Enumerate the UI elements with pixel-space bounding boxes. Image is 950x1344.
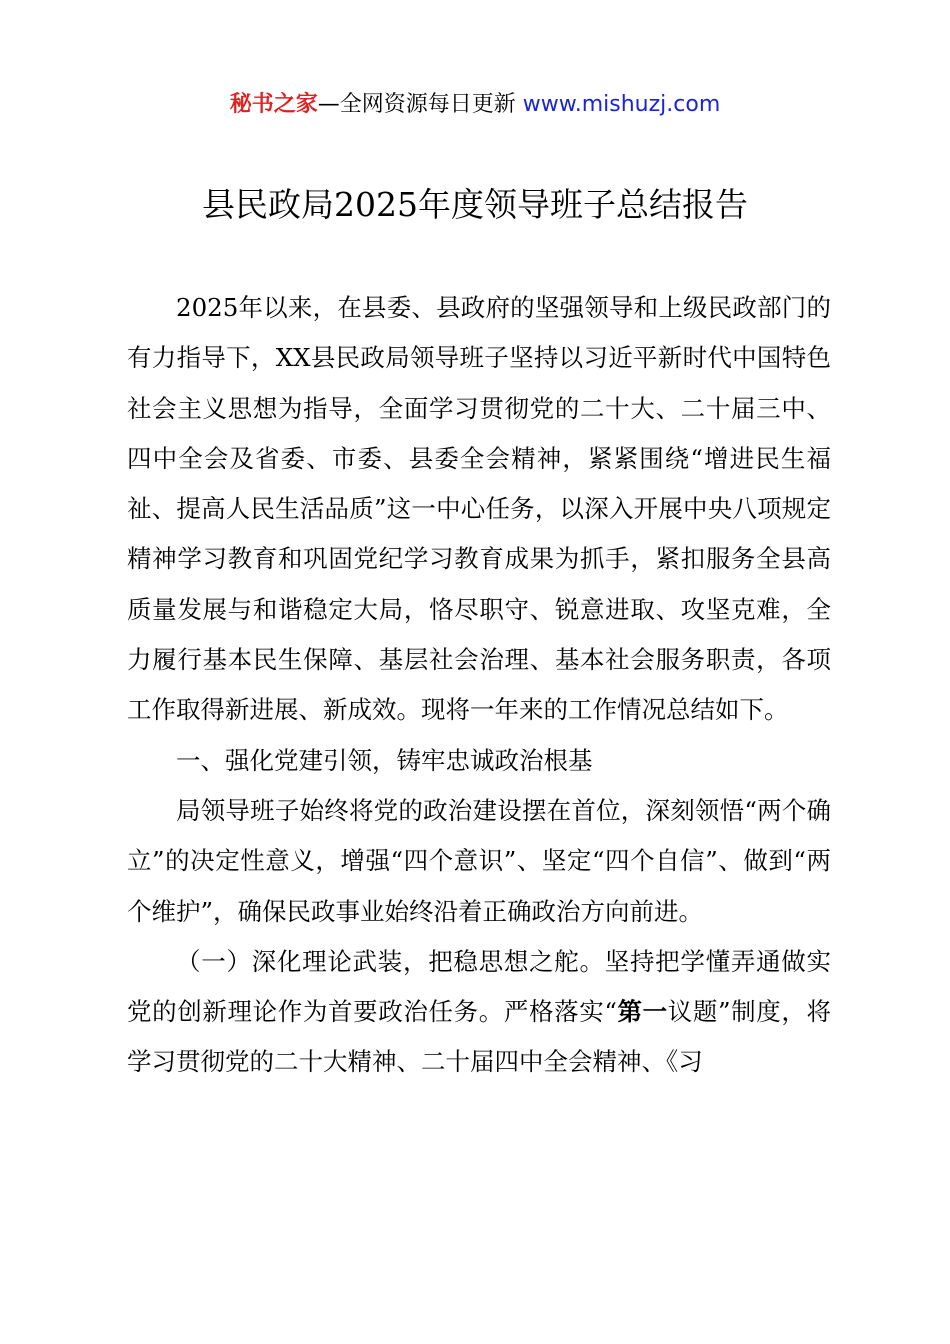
site-url-link[interactable]: www.mishuzj.com [522,92,721,117]
section-paragraph: 局领导班子始终将党的政治建设摆在首位，深刻领悟“两个确立”的决定性意义，增强“四个意识”、坚定“四个自信”、做到“两个维护”，确保民政事业始终沿着正确政治方向前进。 [127,795,831,926]
subsection-text-end: 议题”制度，将学习贯彻党的二十大精神、二十届四中全会精神、《习 [127,997,831,1077]
site-header [0,88,950,122]
site-tagline: —全网资源每日更新 [317,92,523,117]
subsection-text-start: （一）深化理论武装，把稳思想之舵。坚持把学懂弄通做实党的创新理论作为首要政治任务。严格落实“ [127,946,831,1027]
intro-paragraph: 2025年以来，在县委、县政府的坚强领导和上级民政部门的有力指导下，XX县民政局领导班子坚持以习近平新时代中国特色社会主义思想为指导，全面学习贯彻党的二十大、二十届三中、四中全会及省委、市委、县委全会精神，紧紧围绕“增进民生福祉、提高人民生活品质”这一中心任务，以深入开展中央八项规定精神学习教育和巩固党纪学习教育成果为抓手，紧扣服务全县高质量发展与和谐稳定大局，恪尽职守、锐意进取、攻坚克难，全力履行基本民生保障、基层社会治理、基本社会服务职责，各项工作取得新进展、新成效。现将一年来的工作情况总结如下。 [127,293,831,725]
section-heading: 一、强化党建引领，铸牢忠诚政治根基 [176,745,593,775]
subsection-bold-text: 第一 [616,997,668,1027]
site-brand: 秘书之家 [229,92,318,117]
document-body [127,283,831,1088]
document-title: 县民政局2025年度领导班子总结报告 [202,185,748,224]
subsection-paragraph [127,937,831,1088]
